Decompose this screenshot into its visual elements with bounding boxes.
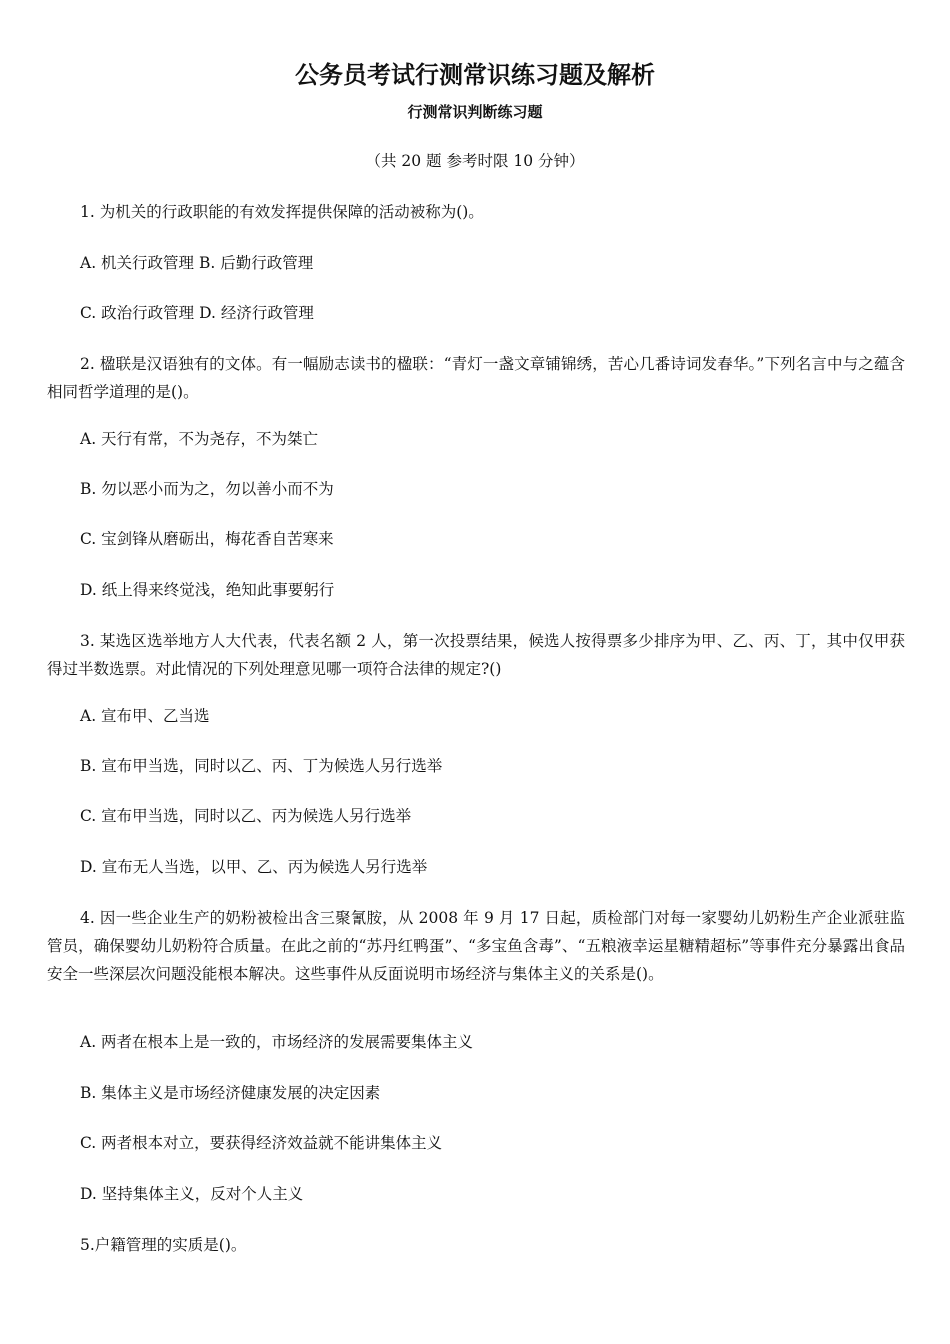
q2-option-b: B. 勿以恶小而为之，勿以善小而不为 xyxy=(80,480,334,498)
q1-options-cd: C. 政治行政管理 D. 经济行政管理 xyxy=(80,304,314,322)
document-subtitle: 行测常识判断练习题 xyxy=(407,103,543,121)
q3-option-b: B. 宣布甲当选，同时以乙、丙、丁为候选人另行选举 xyxy=(80,757,443,775)
q2-option-d: D. 纸上得来终觉浅，绝知此事要躬行 xyxy=(80,581,335,599)
document-title: 公务员考试行测常识练习题及解析 xyxy=(295,61,655,89)
q4-option-d: D. 坚持集体主义，反对个人主义 xyxy=(80,1185,304,1203)
q1-stem: 1. 为机关的行政职能的有效发挥提供保障的活动被称为()。 xyxy=(80,203,484,221)
q3-option-d: D. 宣布无人当选，以甲、乙、丙为候选人另行选举 xyxy=(80,858,428,876)
q2-option-a: A. 天行有常，不为尧存，不为桀亡 xyxy=(80,430,319,448)
q2-option-c: C. 宝剑锋从磨砺出，梅花香自苦寒来 xyxy=(80,530,334,548)
q2-stem: 2. 楹联是汉语独有的文体。有一幅励志读书的楹联：“青灯一盏文章铺锦绣，苦心几番诗词发春华。”下列名言中与之蕴含相同哲学道理的是()。 xyxy=(47,355,905,401)
q3-option-c: C. 宣布甲当选，同时以乙、丙为候选人另行选举 xyxy=(80,807,412,825)
q5-stem: 5.户籍管理的实质是()。 xyxy=(80,1236,247,1254)
q4-stem: 4. 因一些企业生产的奶粉被检出含三聚氰胺，从 2008 年 9 月 17 日起，质检部门对每一家婴幼儿奶粉生产企业派驻监管员，确保婴幼儿奶粉符合质量。在此之前的“苏丹红鸭蛋”、“多宝鱼含毒”、“五粮液幸运星糖精超标”等事件充分暴露出食品安全一些深层次问题没能根本解决。这些事件从反面说明市场经济与集体主义的关系是()。 xyxy=(47,909,905,983)
exam-meta: （共 20 题 参考时限 10 分钟） xyxy=(365,152,585,170)
q4-option-b: B. 集体主义是市场经济健康发展的决定因素 xyxy=(80,1084,381,1102)
q3-option-a: A. 宣布甲、乙当选 xyxy=(80,707,210,725)
q4-option-a: A. 两者在根本上是一致的，市场经济的发展需要集体主义 xyxy=(80,1033,474,1051)
q4-option-c: C. 两者根本对立，要获得经济效益就不能讲集体主义 xyxy=(80,1134,443,1152)
q1-options-ab: A. 机关行政管理 B. 后勤行政管理 xyxy=(80,254,314,272)
q3-stem: 3. 某选区选举地方人大代表，代表名额 2 人，第一次投票结果，候选人按得票多少排序为甲、乙、丙、丁，其中仅甲获得过半数选票。对此情况的下列处理意见哪一项符合法律的规定?() xyxy=(47,632,905,678)
